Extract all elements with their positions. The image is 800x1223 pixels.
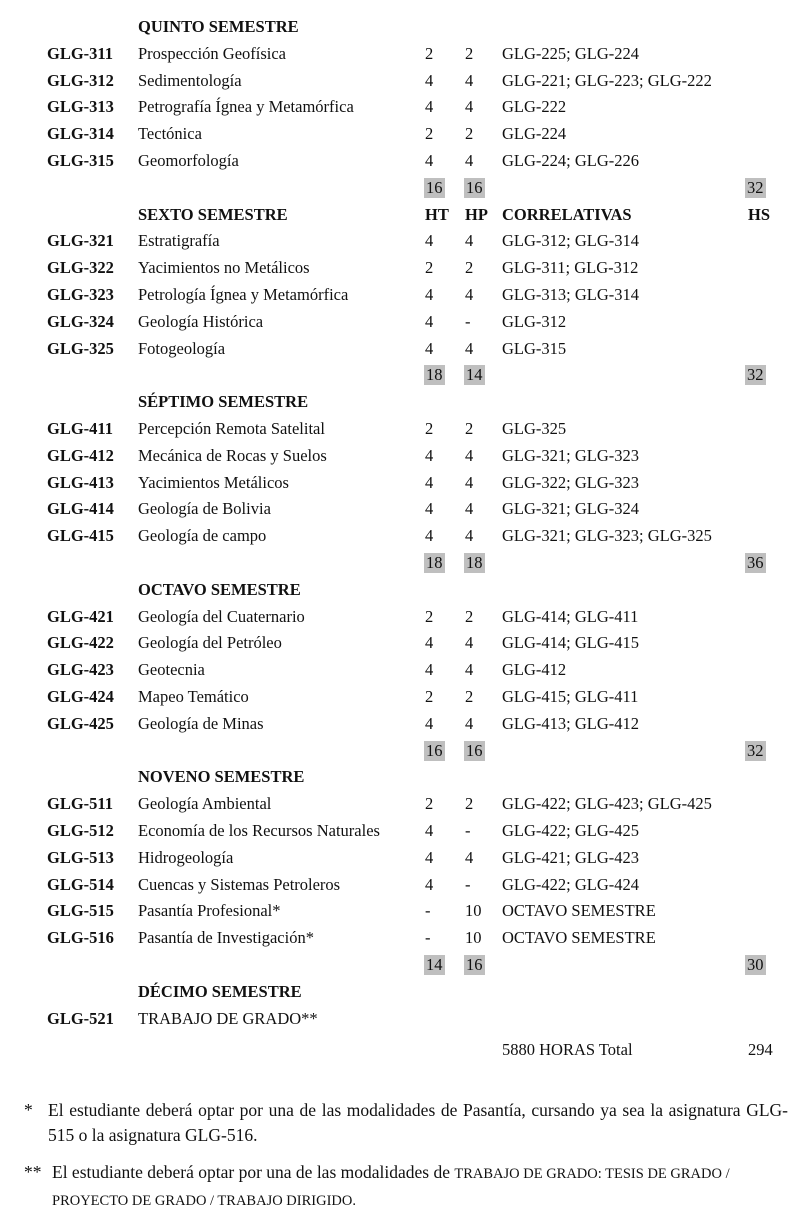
semester-totals-row: [0, 174, 800, 201]
footnote-marker: **: [24, 1162, 42, 1182]
course-code: GLG-324: [47, 311, 114, 331]
course-name: Hidrogeología: [138, 847, 234, 867]
course-row: [0, 227, 800, 254]
course-hp: 2: [465, 124, 474, 144]
course-hp: 4: [465, 151, 474, 170]
semester-header-row: [0, 576, 800, 603]
course-row: [0, 40, 800, 67]
course-code: GLG-424: [47, 687, 114, 706]
course-correlativas: GLG-315: [502, 338, 567, 358]
course-row: [0, 415, 800, 442]
course-row: [0, 93, 800, 120]
course-ht: 2: [425, 258, 434, 278]
total-hp: 16: [466, 955, 483, 974]
course-name: Prospección Geofísica: [138, 43, 286, 63]
course-name: Geotecnia: [138, 660, 205, 680]
course-row: [0, 522, 800, 549]
course-correlativas: GLG-312; GLG-314: [502, 231, 640, 251]
total-ht: 14: [426, 955, 443, 974]
course-ht: 2: [425, 43, 434, 63]
course-row: [0, 67, 800, 94]
course-ht: 4: [425, 445, 434, 465]
course-ht: 4: [425, 633, 434, 653]
course-code: GLG-314: [47, 124, 114, 144]
course-row: [0, 656, 800, 683]
course-ht: 4: [425, 97, 434, 117]
course-code: GLG-312: [47, 70, 114, 90]
course-correlativas: GLG-422; GLG-423; GLG-425: [502, 794, 712, 814]
grand-total-row: [0, 1036, 800, 1063]
total-ht: 16: [426, 740, 443, 760]
course-hp: 4: [465, 847, 474, 867]
course-correlativas: GLG-225; GLG-224: [502, 43, 640, 63]
course-name: Tectónica: [138, 124, 202, 144]
course-hp: -: [465, 311, 471, 331]
course-correlativas: GLG-321; GLG-323: [502, 445, 640, 465]
course-hp: 4: [465, 526, 474, 546]
course-code: GLG-311: [47, 43, 114, 63]
course-ht: 2: [425, 124, 434, 144]
course-row: [0, 308, 800, 335]
column-header-correlativas: CORRELATIVAS: [502, 204, 632, 224]
course-hp: 2: [465, 258, 474, 278]
course-correlativas: GLG-414; GLG-411: [502, 606, 639, 626]
course-hp: 10: [465, 901, 482, 921]
course-name: Petrografía Ígnea y Metamórfica: [138, 97, 354, 117]
course-row: [0, 120, 800, 147]
total-hp: 16: [466, 740, 483, 760]
course-ht: 4: [425, 231, 434, 251]
course-name: Fotogeología: [138, 338, 226, 358]
course-hp: 4: [465, 70, 474, 90]
total-hs: 32: [747, 177, 764, 197]
semester-header-row: [0, 13, 800, 40]
course-correlativas: GLG-325: [502, 419, 567, 438]
course-code: GLG-515: [47, 901, 114, 921]
course-code: GLG-313: [47, 97, 114, 117]
course-row: [0, 495, 800, 522]
course-ht: 2: [425, 794, 434, 814]
total-ht: 18: [426, 553, 443, 572]
course-correlativas: GLG-321; GLG-324: [502, 499, 640, 519]
course-code: GLG-423: [47, 660, 114, 680]
total-hp: 14: [466, 365, 483, 385]
course-hp: 2: [465, 794, 474, 814]
course-hp: 4: [465, 660, 474, 680]
course-correlativas: GLG-221; GLG-223; GLG-222: [502, 70, 712, 90]
course-ht: 4: [425, 526, 434, 546]
course-code: GLG-512: [47, 821, 114, 840]
course-code: GLG-415: [47, 526, 114, 546]
course-code: GLG-411: [47, 419, 114, 438]
column-header-hs: HS: [748, 204, 771, 224]
course-hp: 4: [465, 97, 474, 117]
course-hp: 4: [465, 713, 474, 733]
course-name: Geología Histórica: [138, 311, 264, 331]
course-name: Mapeo Temático: [138, 687, 249, 706]
course-name: Yacimientos no Metálicos: [138, 258, 310, 278]
semester-totals-row: [0, 361, 800, 388]
course-ht: 4: [425, 660, 434, 680]
course-name: Petrología Ígnea y Metamórfica: [138, 285, 349, 304]
total-hp: 16: [466, 177, 483, 197]
course-code: GLG-511: [47, 794, 114, 814]
course-ht: 4: [425, 151, 434, 170]
course-name: Mecánica de Rocas y Suelos: [138, 445, 327, 465]
footnote-text: [52, 1160, 788, 1214]
course-row: [0, 790, 800, 817]
course-ht: 4: [425, 821, 434, 840]
course-name: Geología del Cuaternario: [138, 606, 305, 626]
course-ht: -: [425, 901, 431, 921]
course-name: Yacimientos Metálicos: [138, 472, 289, 492]
course-name: Cuencas y Sistemas Petroleros: [138, 874, 341, 894]
semester-title: OCTAVO SEMESTRE: [138, 579, 301, 599]
course-name: Pasantía Profesional*: [138, 901, 281, 921]
total-ht: 18: [426, 365, 443, 385]
grand-total-value: 294: [748, 1040, 773, 1060]
course-hp: 4: [465, 231, 474, 251]
course-code: GLG-323: [47, 285, 114, 304]
footnote-text: El estudiante deberá optar por una de las modalidades de Pasantía, cursando ya sea la asignatura GLG-515 o la asignatura GLG-516.: [48, 1100, 788, 1145]
course-row: [0, 897, 800, 924]
course-code: GLG-414: [47, 499, 114, 519]
course-correlativas: OCTAVO SEMESTRE: [502, 928, 656, 948]
course-correlativas: GLG-422; GLG-424: [502, 874, 640, 894]
course-correlativas: GLG-311; GLG-312: [502, 258, 639, 278]
course-name: Pasantía de Investigación*: [138, 928, 314, 948]
course-code: GLG-322: [47, 258, 114, 278]
course-row: [0, 469, 800, 496]
column-header-ht: HT: [425, 204, 449, 224]
course-hp: 10: [465, 928, 482, 948]
course-correlativas: GLG-415; GLG-411: [502, 687, 639, 706]
course-ht: 4: [425, 847, 434, 867]
semester-header-row: [0, 978, 800, 1005]
semester-title: NOVENO SEMESTRE: [138, 767, 305, 787]
course-ht: 4: [425, 499, 434, 519]
course-code: GLG-421: [47, 606, 114, 626]
course-row: [0, 254, 800, 281]
semester-header-row: [0, 388, 800, 415]
course-name: Geología de Bolivia: [138, 499, 271, 519]
course-ht: 4: [425, 472, 434, 492]
course-row: [0, 871, 800, 898]
course-hp: -: [465, 821, 471, 840]
course-ht: 4: [425, 713, 434, 733]
semester-title: SEXTO SEMESTRE: [138, 204, 288, 224]
total-hp: 18: [466, 553, 483, 572]
course-row: [0, 442, 800, 469]
course-hp: 4: [465, 338, 474, 358]
course-name: Geología Ambiental: [138, 794, 272, 814]
semester-title: DÉCIMO SEMESTRE: [138, 981, 302, 1001]
course-code: GLG-425: [47, 713, 114, 733]
course-name: Geología del Petróleo: [138, 633, 282, 653]
course-name: Geomorfología: [138, 151, 239, 170]
footnote-marker: *: [24, 1100, 33, 1120]
course-ht: 2: [425, 419, 434, 438]
course-ht: 2: [425, 606, 434, 626]
course-name: Geología de campo: [138, 526, 267, 546]
course-row: [0, 817, 800, 844]
course-code: GLG-521: [47, 1008, 114, 1028]
course-name: Percepción Remota Satelital: [138, 419, 325, 438]
course-row: [0, 281, 800, 308]
course-ht: 4: [425, 70, 434, 90]
course-hp: 4: [465, 445, 474, 465]
course-code: GLG-413: [47, 472, 114, 492]
course-ht: 4: [425, 874, 434, 894]
total-hs: 30: [747, 955, 764, 974]
course-hp: 2: [465, 606, 474, 626]
course-ht: -: [425, 928, 431, 948]
course-row: [0, 335, 800, 362]
course-name: Economía de los Recursos Naturales: [138, 821, 380, 840]
course-row: [0, 844, 800, 871]
semester-header-row: [0, 763, 800, 790]
grand-total-label: 5880 HORAS Total: [502, 1040, 633, 1060]
semester-totals-row: [0, 737, 800, 764]
total-hs: 32: [747, 365, 764, 385]
course-name: Estratigrafía: [138, 231, 220, 251]
course-name: TRABAJO DE GRADO**: [138, 1008, 318, 1028]
course-row: [0, 603, 800, 630]
semester-title: QUINTO SEMESTRE: [138, 17, 299, 36]
course-correlativas: GLG-422; GLG-425: [502, 821, 640, 840]
footnote-text-main: El estudiante deberá optar por una de las modalidades de: [52, 1162, 455, 1182]
total-ht: 16: [426, 177, 443, 197]
course-correlativas: GLG-312: [502, 311, 567, 331]
course-row: [0, 683, 800, 710]
course-hp: 2: [465, 43, 474, 63]
course-code: GLG-321: [47, 231, 114, 251]
course-code: GLG-412: [47, 445, 114, 465]
course-row: [0, 147, 800, 174]
course-correlativas: GLG-413; GLG-412: [502, 713, 640, 733]
course-row: [0, 1005, 800, 1032]
semester-totals-row: [0, 549, 800, 576]
course-name: Sedimentología: [138, 70, 242, 90]
course-hp: 4: [465, 285, 474, 304]
course-code: GLG-422: [47, 633, 114, 653]
course-correlativas: GLG-322; GLG-323: [502, 472, 640, 492]
course-correlativas: GLG-421; GLG-423: [502, 847, 640, 867]
course-correlativas: GLG-313; GLG-314: [502, 285, 640, 304]
course-ht: 4: [425, 311, 434, 331]
course-ht: 4: [425, 338, 434, 358]
course-correlativas: OCTAVO SEMESTRE: [502, 901, 656, 921]
course-code: GLG-315: [47, 151, 114, 170]
course-correlativas: GLG-222: [502, 97, 567, 117]
course-code: GLG-516: [47, 928, 114, 948]
course-row: [0, 629, 800, 656]
total-hs: 32: [747, 740, 764, 760]
course-name: Geología de Minas: [138, 713, 264, 733]
semester-totals-row: [0, 951, 800, 978]
course-correlativas: GLG-321; GLG-323; GLG-325: [502, 526, 712, 546]
course-correlativas: GLG-414; GLG-415: [502, 633, 640, 653]
semester-title: SÉPTIMO SEMESTRE: [138, 392, 309, 412]
course-code: GLG-325: [47, 338, 114, 358]
column-header-hp: HP: [465, 204, 488, 224]
course-hp: -: [465, 874, 471, 894]
course-hp: 4: [465, 472, 474, 492]
semester-header-row: [0, 201, 800, 228]
course-hp: 2: [465, 419, 474, 438]
course-correlativas: GLG-412: [502, 660, 567, 680]
course-hp: 2: [465, 687, 474, 706]
course-row: [0, 710, 800, 737]
course-code: GLG-514: [47, 874, 114, 894]
course-hp: 4: [465, 633, 474, 653]
course-hp: 4: [465, 499, 474, 519]
course-correlativas: GLG-224; GLG-226: [502, 151, 640, 170]
course-ht: 4: [425, 285, 434, 304]
course-row: [0, 924, 800, 951]
course-correlativas: GLG-224: [502, 124, 567, 144]
total-hs: 36: [747, 553, 764, 572]
course-code: GLG-513: [47, 847, 114, 867]
course-ht: 2: [425, 687, 434, 706]
footnote-text-caps: TRABAJO DE GRADO: TESIS DE GRADO / PROYECTO DE GRADO / TRABAJO DIRIGIDO.: [52, 1166, 730, 1209]
